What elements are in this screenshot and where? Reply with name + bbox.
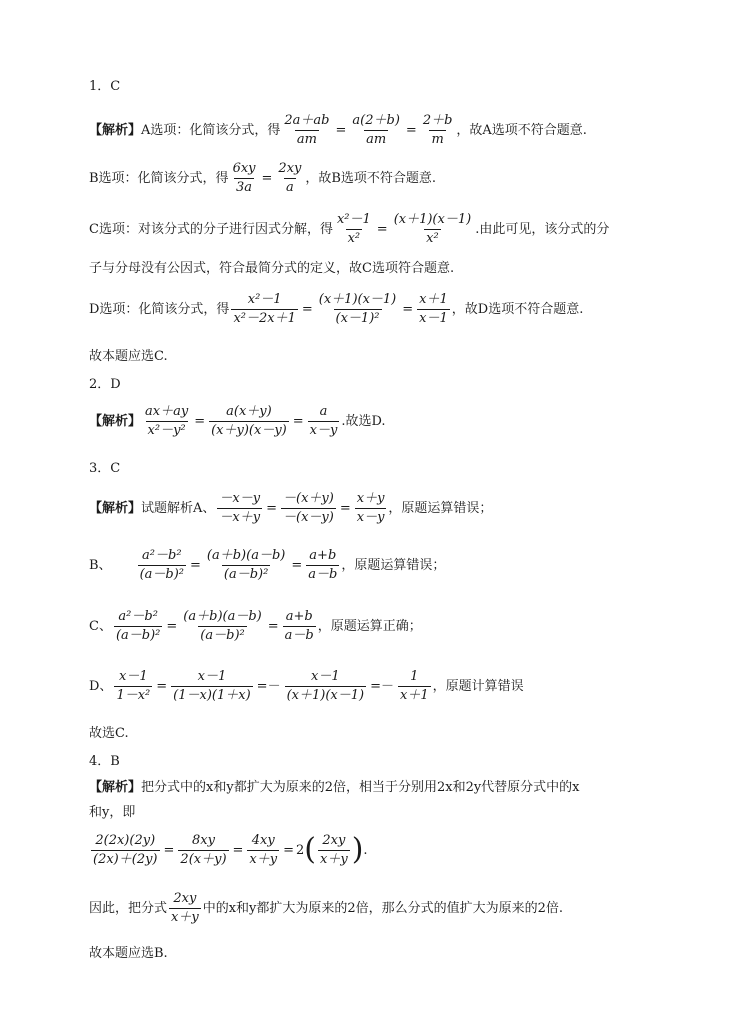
question-number-2: 2．D (89, 377, 121, 392)
q4-line2: 和y，即 (89, 805, 136, 820)
q1-answer: 故本题应选C. (89, 349, 168, 364)
q3-option-c: C、 $\frac{\text{a²－b²}}{\text{(a－b)²}}$ = $\frac{(a+b)(a-b)}{\text{(a－b)²}}$ = $\frac{a+b}{a-b}$ ，原题运算正确； (89, 609, 422, 643)
question-number-1: 1．C (89, 79, 121, 94)
q3-option-a: 【解析】 试题解析A、 $\frac{-x-y}{-x+y}$ = $\frac{-(x+y)}{-(x-y)}$ = $\frac{x+y}{x-y}$ ，原题运算错误； (89, 491, 493, 525)
q1-option-d: D选项：化简该分式，得 $\frac{\text{x²－1}}{\text{x²－2x＋1}}$ = $\frac{(x+1)(x-1)}{\text{(x－1)²}}$ = $\frac{x+1}{x-1}$ ，故D选项不符合题意. (89, 292, 584, 326)
q2-analysis: 【解析】 $\frac{ax+ay}{\text{x²－y²}}$ = $\frac{a(x+y)}{(x+y)(x-y)}$ = $\frac{a}{x-y}$ .故选D. (89, 404, 386, 438)
question-number-4: 4．B (89, 754, 120, 769)
q3-option-d: D、 $\frac{x-1}{\text{1－x²}}$ = $\frac{x-1}{(1-x)(1+x)}$ =－ $\frac{x-1}{(x+1)(x-1)}$ =－ $\frac{1}{x+1}$ ，原题计算错误 (89, 669, 524, 703)
q4-conclusion: 因此，把分式 $\frac{2xy}{x+y}$ 中的x和y都扩大为原来的2倍，那么分式的值扩大为原来的2倍. (89, 891, 564, 925)
q1-option-c-cont: 子与分母没有公因式，符合最简分式的定义，故C选项符合题意. (89, 261, 455, 276)
q3-option-b: B、 $\frac{\text{a²－b²}}{\text{(a－b)²}}$ = $\frac{(a+b)(a-b)}{\text{(a－b)²}}$ = $\frac{a+b}{a-b}$ ，原题运算错误； (89, 548, 446, 582)
q1-option-c: C选项：对该分式的分子进行因式分解，得 $\frac{\text{x²－1}}{\text{x²}}$ = $\frac{(x+1)(x-1)}{\text{x²}}$ .由此可见，该分式的分 (89, 212, 610, 246)
q4-answer: 故本题应选B. (89, 946, 168, 961)
q1-option-a: 【解析】 A选项：化简该分式，得 $\frac{2a+ab}{am}$ = $\frac{a(2+b)}{am}$ = $\frac{2+b}{m}$ ，故A选项不符合题意. (89, 113, 587, 147)
q1-option-b: B选项：化简该分式，得 $\frac{6xy}{3a}$ = $\frac{2xy}{a}$ ，故B选项不符合题意. (89, 161, 437, 195)
q4-equation: $\frac{2(2x)(2y)}{(2x)+(2y)}$ = $\frac{8xy}{2(x+y)}$ = $\frac{4xy}{x+y}$ = 2 ( $\frac{2xy}{x+y}$ ) . (93, 832, 368, 868)
q4-line1: 【解析】 把分式中的x和y都扩大为原来的2倍，相当于分别用2x和2y代替原分式中的x (89, 780, 580, 795)
question-number-3: 3．C (89, 461, 121, 476)
q3-answer: 故选C. (89, 726, 129, 741)
